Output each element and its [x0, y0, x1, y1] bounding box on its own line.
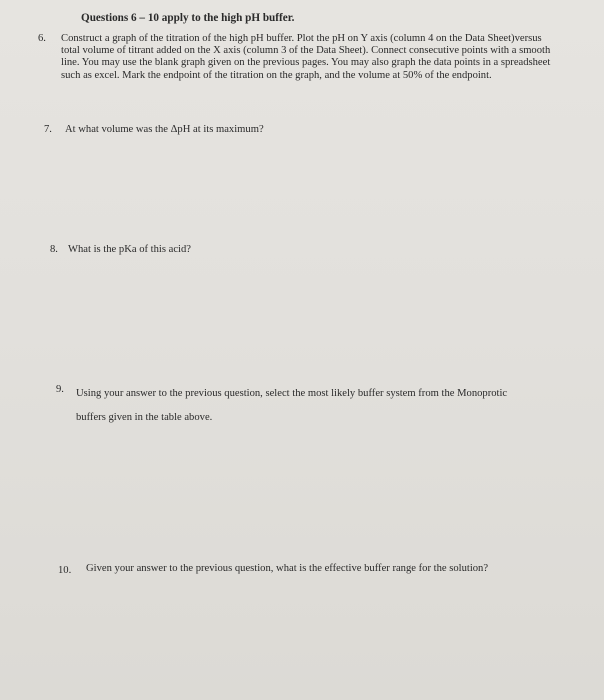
question-text [61, 33, 601, 82]
question-number: 10. [58, 565, 72, 576]
question-text [76, 382, 576, 430]
question-line: What is the pKa of this acid? [68, 244, 191, 255]
question-number: 9. [56, 384, 64, 395]
section-heading: Questions 6 – 10 apply to the high pH buffer. [81, 12, 295, 24]
question-text [68, 244, 191, 256]
question-line: total volume of titrant added on the X axis (column 3 of the Data Sheet). Connect consecutive points with a smooth [61, 45, 551, 57]
question-line: Using your answer to the previous question, select the most likely buffer system from the Monoprotic [76, 388, 508, 399]
question-line: line. You may use the blank graph given on the previous pages. You may also graph the data points in a spreadsheet [61, 57, 551, 69]
question-line: Given your answer to the previous question, what is the effective buffer range for the solution? [86, 563, 489, 574]
question-text [65, 124, 264, 136]
question-line: such as excel. Mark the endpoint of the titration on the graph, and the volume at 50% of the endpoint. [61, 69, 492, 81]
question-line: buffers given in the table above. [76, 412, 213, 423]
question-number: 6. [38, 33, 46, 44]
question-number: 8. [50, 244, 58, 255]
question-number: 7. [44, 124, 52, 135]
question-text [86, 563, 488, 575]
question-line: At what volume was the ΔpH at its maximum? [65, 124, 264, 135]
question-line: Construct a graph of the titration of the high pH buffer. Plot the pH on Y axis (column 4 on the Data Sheet)versus [61, 33, 542, 44]
